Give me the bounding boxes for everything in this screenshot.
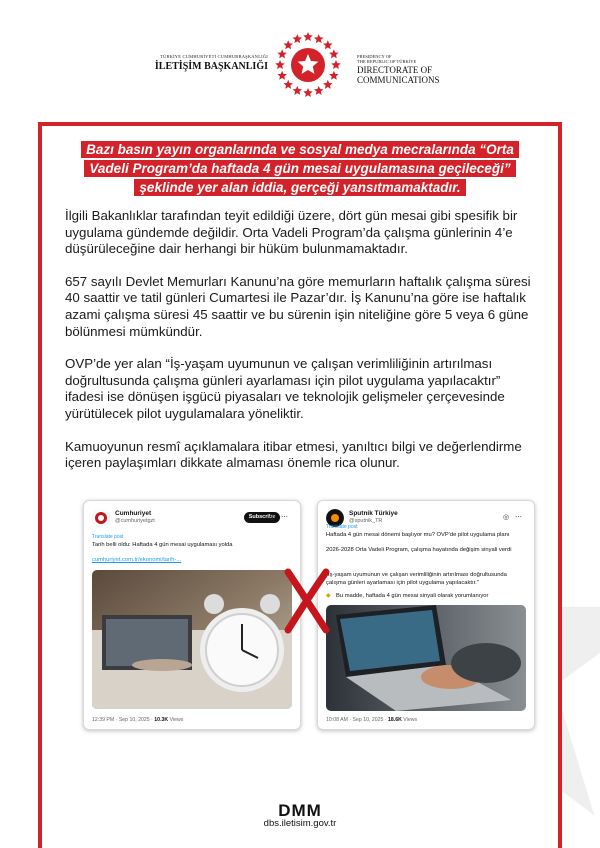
header-left-title (143, 54, 268, 72)
emblem-star-icon (277, 71, 287, 80)
diamond-icon: ◆ (326, 593, 331, 599)
more-icon[interactable]: ◎ ⋯ (268, 514, 290, 521)
paragraph-3: OVP’de yer alan “İş-yaşam uyumunun ve çalışan verimliliğinin artırılması doğrultusunda çalışma günleri ayarlaması için pilot uygulama yapılacaktır” ifadesi ise dönüşen işgücü piyasaları ve teknolojik gelişmeler çerçevesinde yürütülecek pilot uygulamalara yöneliktir. (65, 356, 505, 421)
header-right-big-2: COMMUNICATIONS (357, 75, 440, 85)
emblem-star-icon (303, 88, 313, 97)
header (0, 0, 600, 115)
emblem-star-icon (314, 86, 324, 95)
post-text-3: "İş-yaşam uyumunun ve çalışan verimliliğinin artırılması doğrultusunda çalışma günleri ayarlaması için pilot uygulama yapılacaktır." (326, 572, 507, 586)
views-label: Views (168, 717, 184, 723)
emblem-star-icon (323, 80, 333, 89)
views-count: 10.3K (154, 717, 169, 723)
header-right-title (357, 54, 477, 85)
views-label: Views (401, 717, 418, 723)
header-right-small-1: PRESIDENCY OF (357, 54, 392, 59)
presidential-star-emblem-icon (273, 30, 343, 100)
emblem-star-icon (293, 34, 303, 43)
header-right-small-2: THE REPUBLIC OF TÜRKİYE (357, 59, 417, 64)
header-left-small: TÜRKİYE CUMHURİYETİ CUMHURBAŞKANLIĞI (160, 54, 268, 59)
cumhuriyet-avatar-icon (92, 509, 110, 527)
red-x-mark-icon (282, 566, 332, 636)
header-right-big-1: DIRECTORATE OF (357, 65, 433, 75)
views-count: 18.6K (388, 717, 402, 723)
post-meta (92, 717, 183, 723)
post-text-4-label: Bu madde, haftada 4 gün mesai sinyali olarak yorumlanıyor (336, 593, 489, 599)
emblem-star-icon (283, 40, 293, 49)
post-screenshot-cumhuriyet (83, 500, 301, 730)
headline-line-2: Vadeli Program’da haftada 4 gün mesai uygulamasına geçileceği” (84, 160, 515, 177)
subscribe-button[interactable]: Subscribe (244, 512, 280, 523)
emblem-star-icon (277, 49, 287, 58)
emblem-star-icon (314, 34, 324, 43)
headline-line-1: Bazı basın yayın organlarında ve sosyal medya mecralarında “Orta (81, 141, 519, 158)
header-left-big: İLETİŞİM BAŞKANLIĞI (154, 61, 268, 72)
post-text-1: Haftada 4 gün mesai dönemi başlıyor mu? OVP'de pilot uygulama planı (326, 532, 510, 538)
account-handle: @sputnik_TR (349, 518, 383, 524)
statement-body (65, 208, 541, 488)
account-handle: @cumhuriyetgzt (115, 518, 155, 524)
emblem-star-icon (303, 32, 313, 41)
alarm-clock-laptop-photo (92, 570, 292, 709)
emblem-star-icon (329, 49, 339, 58)
headline-line-3: şeklinde yer alan iddia, gerçeği yansıtmamaktadır. (134, 179, 465, 196)
emblem-star-icon (293, 86, 303, 95)
paragraph-1: İlgili Bakanlıklar tarafından teyit edildiği üzere, dört gün mesai gibi spesifik bir uygulama gündemde değildir. Orta Vadeli Program’da çalışma günlerinin 4’e düşürüleceğine dair herhangi bir hüküm bulunmamaktadır. (65, 208, 518, 257)
translate-link[interactable]: Translate post (326, 524, 358, 530)
paragraph-4: Kamuoyunun resmî açıklamalara itibar etmesi, yanıltıcı bilgi ve değerlendirme içeren paylaşımları dikkate almaması önemle rica olunur. (65, 438, 522, 471)
post-meta (326, 717, 417, 723)
translate-link[interactable]: Translate post (92, 534, 124, 540)
emblem-star-icon (329, 71, 339, 80)
post-text-4 (326, 593, 534, 601)
post-text: Tarih belli oldu: Haftada 4 gün mesai uygulaması yolda (92, 542, 233, 548)
footer-url[interactable]: dbs.iletisim.gov.tr (263, 818, 337, 829)
laptop-typing-photo (326, 605, 526, 711)
post-header (92, 509, 292, 529)
emblem-star-icon (323, 40, 333, 49)
emblem-star-icon (283, 80, 293, 89)
footer-logo: DMM (278, 801, 322, 820)
post-time: 12:39 PM · Sep 10, 2025 · (92, 717, 155, 723)
paragraph-2: 657 sayılı Devlet Memurları Kanunu’na göre memurların haftalık çalışma süresi 40 saattir ve tatil günleri Cumartesi ile Pazar’dır. İş Kanunu’na göre ise haftalık azami çalışma süresi 45 saattir ve bu sürenin işin niteliğine göre 5 veya 6 güne bölünmesi mümkündür. (65, 273, 531, 339)
emblem-star-icon (331, 60, 341, 69)
post-text-2: 2026-2028 Orta Vadeli Program, çalışma hayatında değişim sinyali verdi (326, 547, 512, 553)
account-name: Cumhuriyet (115, 510, 152, 517)
post-link[interactable]: cumhuriyet.com.tr/ekonomi/tarih-... (92, 557, 182, 563)
more-icon[interactable]: ◎ ⋯ (502, 514, 524, 521)
headline (77, 140, 523, 197)
emblem-star-icon (275, 60, 285, 69)
account-name: Sputnik Türkiye (349, 510, 398, 517)
post-time: 10:08 AM · Sep 10, 2025 · (326, 717, 389, 723)
post-screenshot-sputnik (317, 500, 535, 730)
